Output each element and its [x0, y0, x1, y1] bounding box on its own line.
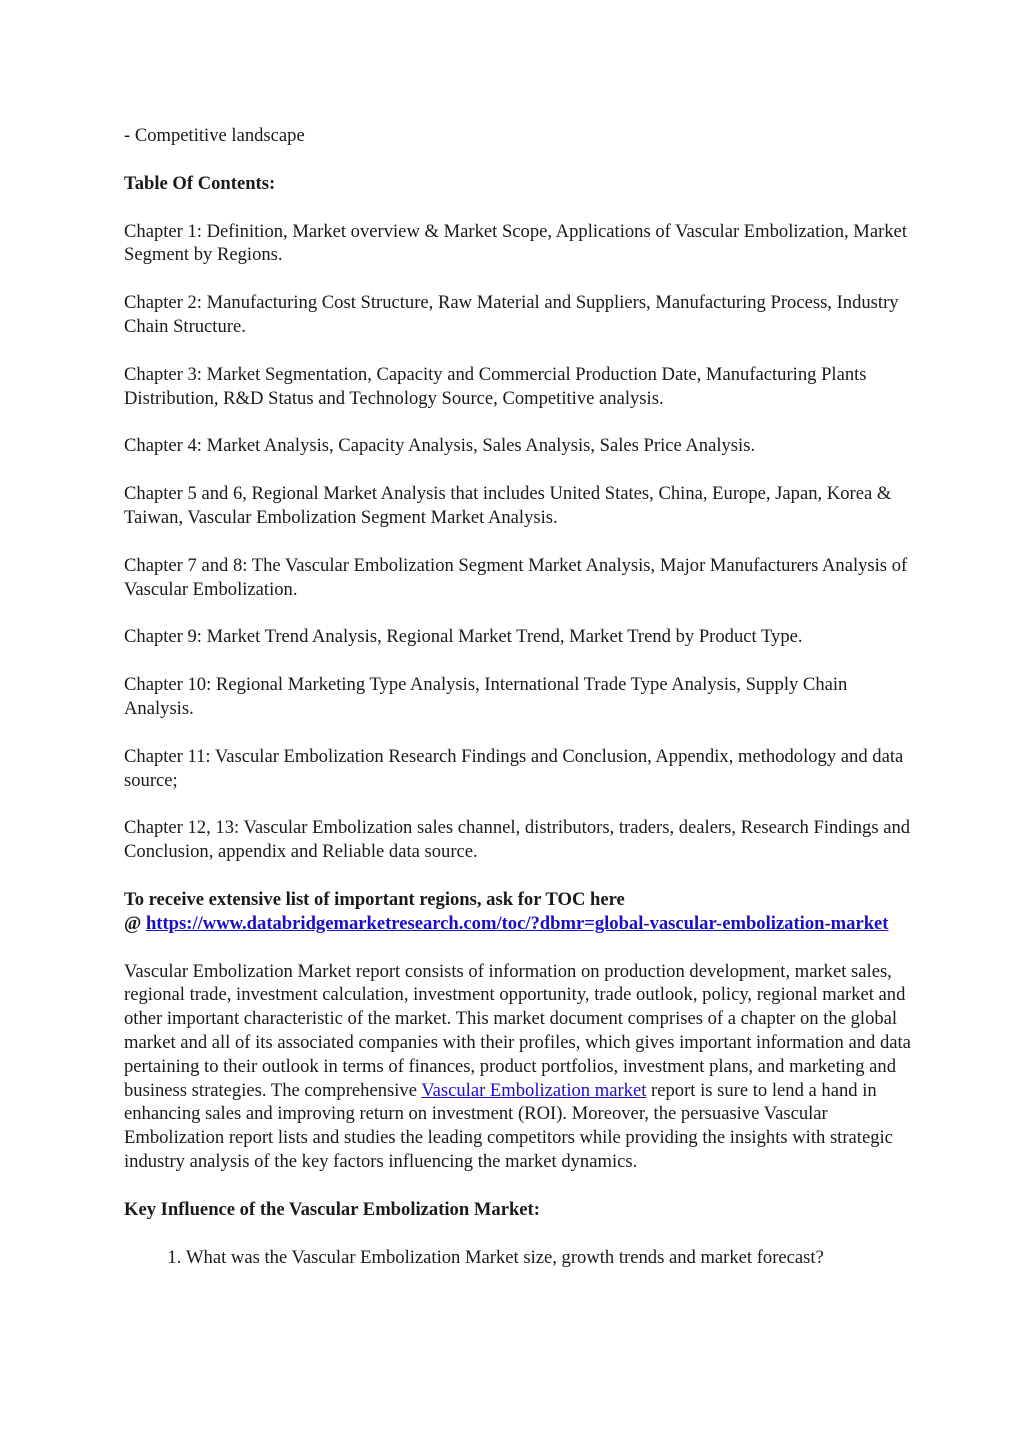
chapter-11: Chapter 11: Vascular Embolization Research Findings and Conclusion, Appendix, methodology and data source; — [124, 745, 904, 791]
toc-request-paragraph — [124, 888, 914, 936]
toc-request-link[interactable]: https://www.databridgemarketresearch.com/toc/?dbmr=global-vascular-embolization-market — [145, 912, 889, 934]
chapter-5-6: Chapter 5 and 6, Regional Market Analysis that includes United States, China, Europe, Japan, Korea & Taiwan, Vascular Embolization Segment Market Analysis. — [124, 483, 892, 528]
key-questions-list — [124, 1246, 914, 1270]
summary-text-before: Vascular Embolization Market report consists of information on production development, market sales, regional trade, investment calculation, investment opportunity, trade outlook, policy, regional market and other important characteristic of the market. This market document comprises of a chapter on the global market and all of its associated companies with their profiles, which gives important information and data pertaining to their outlook in terms of finances, product portfolios, investment plans, and marketing and business strategies. The comprehensive — [124, 960, 911, 1101]
chapter-7-8: Chapter 7 and 8: The Vascular Embolization Segment Market Analysis, Major Manufacturers Analysis of Vascular Embolization. — [124, 554, 908, 600]
toc-request-at: @ — [124, 912, 146, 934]
summary-text-after: report is sure to lend a hand in enhancing sales and improving return on investment (ROI). Moreover, the persuasive Vascular Embolization report lists and studies the leading competitors while providing the insights with strategic industry analysis of the key factors influencing the market dynamics. — [124, 1079, 893, 1172]
toc-request-text: To receive extensive list of important regions, ask for TOC here — [124, 888, 625, 910]
chapter-9: Chapter 9: Market Trend Analysis, Regional Market Trend, Market Trend by Product Type. — [124, 626, 803, 648]
chapter-12-13: Chapter 12, 13: Vascular Embolization sales channel, distributors, traders, dealers, Research Findings and Conclusion, appendix and Reliable data source. — [124, 817, 911, 863]
question-item: 1. What was the Vascular Embolization Market size, growth trends and market forecast? — [186, 1246, 914, 1270]
chapter-4: Chapter 4: Market Analysis, Capacity Analysis, Sales Analysis, Sales Price Analysis. — [124, 435, 756, 457]
chapter-1: Chapter 1: Definition, Market overview & Market Scope, Applications of Vascular Embolization, Market Segment by Regions. — [124, 220, 907, 266]
key-influence-heading: Key Influence of the Vascular Embolization Market: — [124, 1198, 540, 1220]
report-summary-paragraph — [124, 960, 914, 1174]
toc-heading: Table Of Contents: — [124, 172, 276, 194]
chapter-10: Chapter 10: Regional Marketing Type Analysis, International Trade Type Analysis, Supply Chain Analysis. — [124, 674, 848, 719]
chapter-3: Chapter 3: Market Segmentation, Capacity and Commercial Production Date, Manufacturing Plants Distribution, R&D Status and Technology Source, Competitive analysis. — [124, 363, 867, 409]
market-report-link[interactable]: Vascular Embolization market — [421, 1079, 647, 1101]
document-page — [124, 124, 914, 1269]
competitive-landscape-bullet: - Competitive landscape — [124, 125, 305, 146]
chapter-2: Chapter 2: Manufacturing Cost Structure, Raw Material and Suppliers, Manufacturing Process, Industry Chain Structure. — [124, 292, 899, 337]
